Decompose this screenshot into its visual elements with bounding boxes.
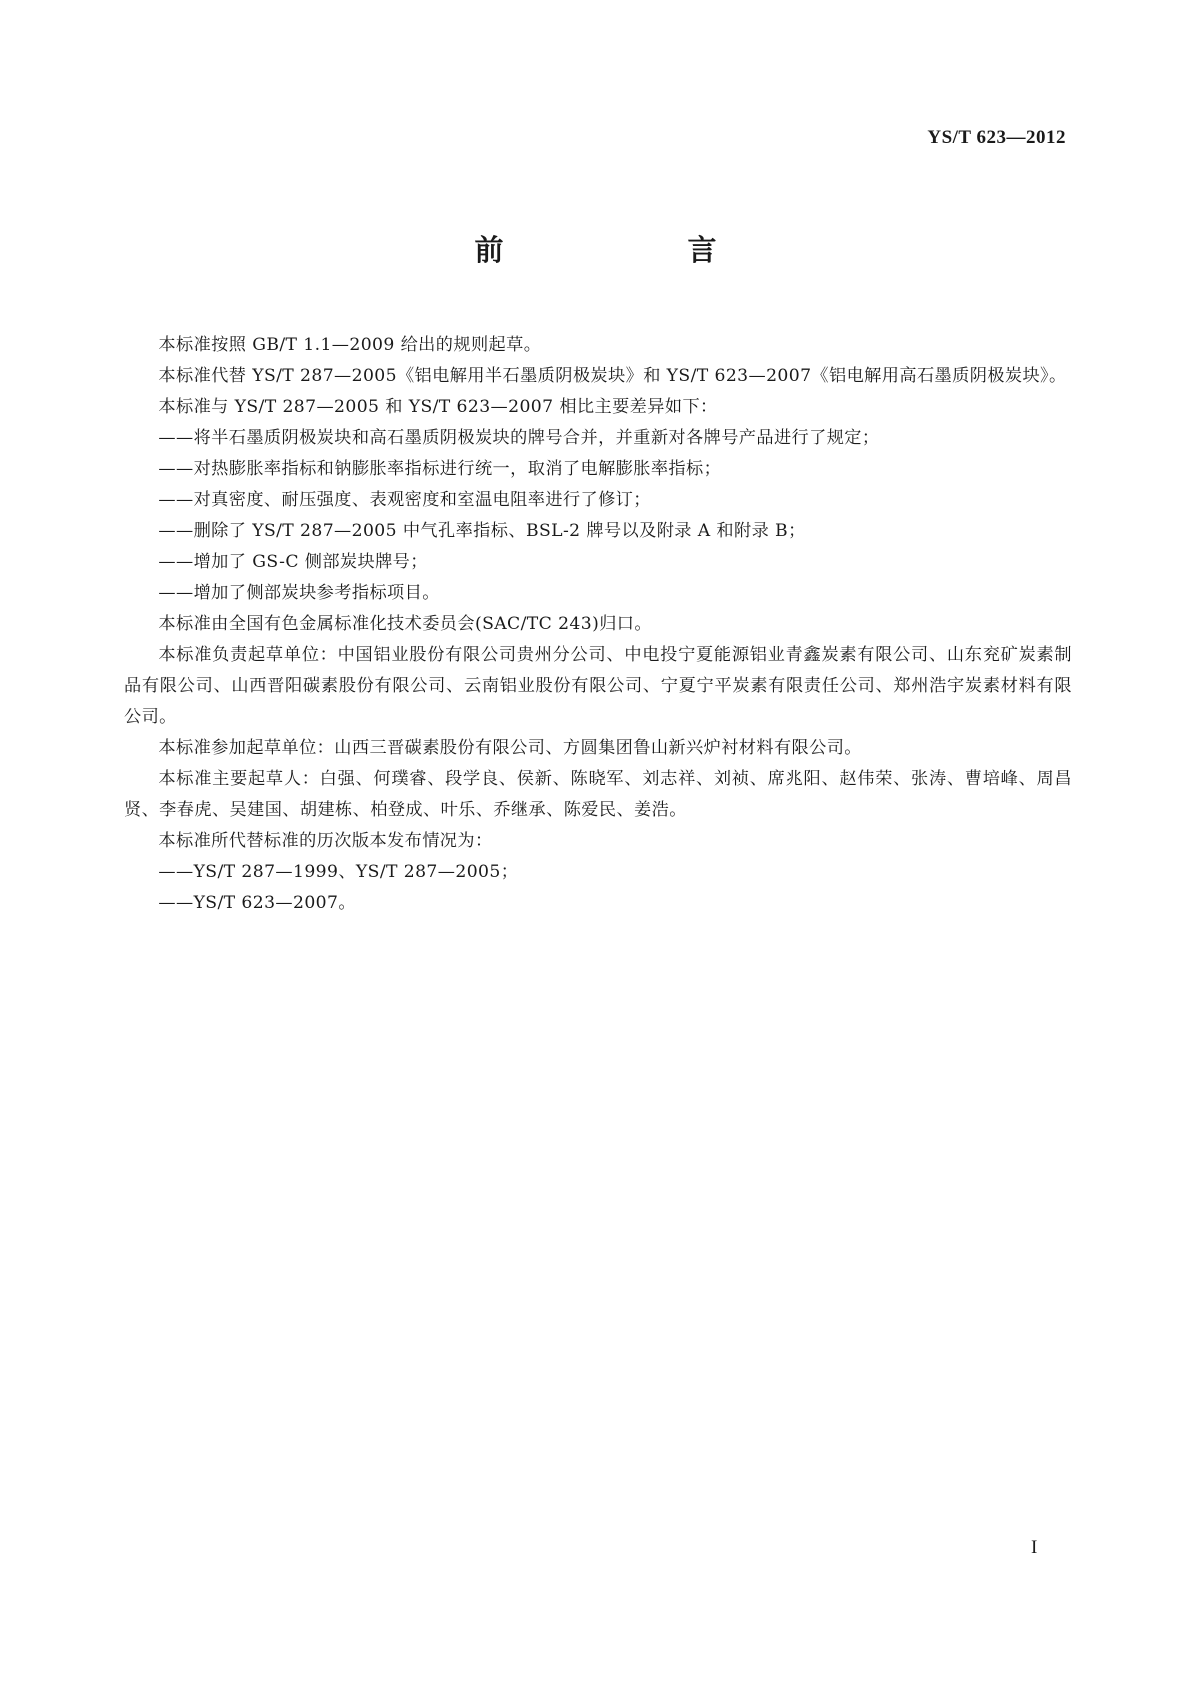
list-item: ——YS/T 623—2007。 <box>158 893 356 913</box>
paragraph-differences-intro: 本标准与 YS/T 287—2005 和 YS/T 623—2007 相比主要差异如下： <box>158 397 718 417</box>
paragraph-drafters: 本标准主要起草人：白强、何璞睿、段学良、侯新、陈晓军、刘志祥、刘祯、席兆阳、赵伟荣、张涛、曹培峰、周昌贤、李春虎、吴建国、胡建栋、柏登成、叶乐、乔继承、陈爱民、姜浩。 <box>124 769 1072 820</box>
paragraph-version-history-intro: 本标准所代替标准的历次版本发布情况为： <box>158 831 493 851</box>
paragraph-participating-units: 本标准参加起草单位：山西三晋碳素股份有限公司、方圆集团鲁山新兴炉衬材料有限公司。 <box>158 738 862 758</box>
list-item: ——增加了 GS-C 侧部炭块牌号； <box>158 552 428 572</box>
paragraph-responsible-committee: 本标准由全国有色金属标准化技术委员会(SAC/TC 243)归口。 <box>158 614 652 634</box>
paragraph-drafting-units: 本标准负责起草单位：中国铝业股份有限公司贵州分公司、中电投宁夏能源铝业青鑫炭素有限公司、山东兖矿炭素制品有限公司、山西晋阳碳素股份有限公司、云南铝业股份有限公司、宁夏宁平炭素有限责任公司、郑州浩宇炭素材料有限公司。 <box>124 645 1072 727</box>
paragraph-drafting-rules: 本标准按照 GB/T 1.1—2009 给出的规则起草。 <box>158 335 542 355</box>
page-title: 前 言 <box>474 233 759 267</box>
list-item: ——将半石墨质阴极炭块和高石墨质阴极炭块的牌号合并，并重新对各牌号产品进行了规定； <box>158 428 880 448</box>
list-item: ——对热膨胀率指标和钠膨胀率指标进行统一，取消了电解膨胀率指标； <box>158 459 722 479</box>
page-number: I <box>1031 1537 1038 1558</box>
document-code: YS/T 623—2012 <box>927 127 1066 148</box>
list-item: ——增加了侧部炭块参考指标项目。 <box>158 583 440 603</box>
list-item: ——对真密度、耐压强度、表观密度和室温电阻率进行了修订； <box>158 490 651 510</box>
list-item: ——删除了 YS/T 287—2005 中气孔率指标、BSL-2 牌号以及附录 A 和附录 B； <box>158 521 806 541</box>
paragraph-replaces: 本标准代替 YS/T 287—2005《铝电解用半石墨质阴极炭块》和 YS/T 623—2007《铝电解用高石墨质阴极炭块》。 <box>158 366 1067 386</box>
foreword-body <box>124 330 1072 919</box>
list-item: ——YS/T 287—1999、YS/T 287—2005； <box>158 862 519 882</box>
